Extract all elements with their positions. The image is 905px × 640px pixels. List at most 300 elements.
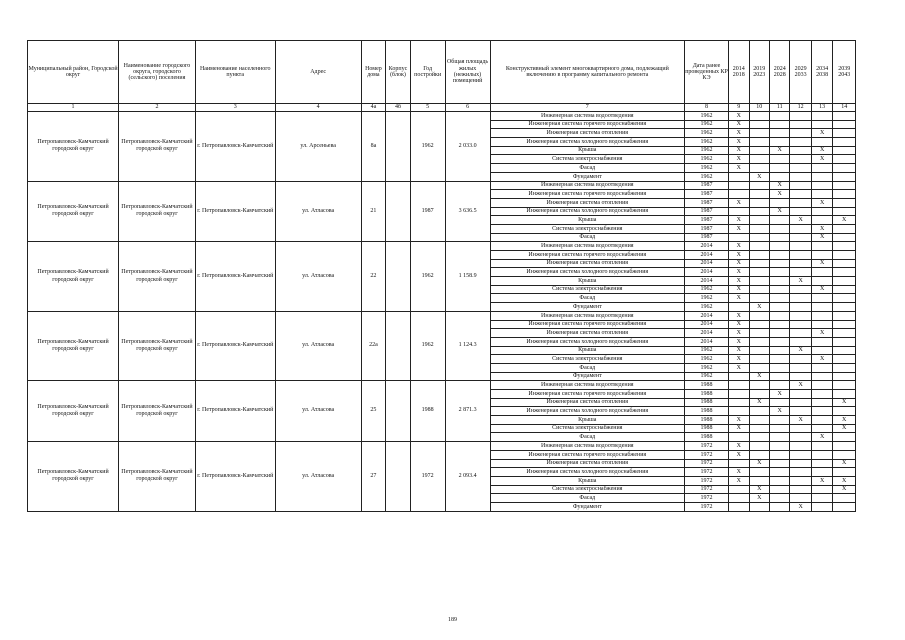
period-mark-cell [790,146,811,155]
period-mark-cell: X [811,155,832,164]
period-mark-cell: X [811,355,832,364]
period-mark-cell [811,277,832,286]
last-repair-date-cell: 1988 [685,398,729,407]
period-mark-cell: X [729,216,749,225]
period-mark-cell [811,502,832,511]
period-mark-cell [790,181,811,190]
period-mark-cell [790,190,811,199]
period-mark-cell [790,494,811,503]
period-mark-cell [749,198,769,207]
build-year-cell: 1972 [410,442,445,512]
last-repair-date-cell: 1962 [685,346,729,355]
element-name-cell: Инженерная система горячего водоснабжения [490,450,684,459]
table-body [28,112,856,512]
period-mark-cell [749,224,769,233]
last-repair-date-cell: 1988 [685,416,729,425]
period-mark-cell [749,155,769,164]
table-row [28,442,856,451]
build-year-cell: 1962 [410,112,445,182]
period-mark-cell [769,337,789,346]
period-mark-cell [749,294,769,303]
period-mark-cell: X [811,329,832,338]
period-mark-cell: X [833,216,856,225]
last-repair-date-cell: 2014 [685,251,729,260]
header-cell: Конструктивный элемент многоквартирного дома, подлежащий включению в программу капитального ремонта [490,41,684,104]
period-mark-cell [769,285,789,294]
header-cell: Наименование населенного пункта [195,41,275,104]
last-repair-date-cell: 1987 [685,233,729,242]
period-mark-cell: X [790,277,811,286]
last-repair-date-cell: 1962 [685,172,729,181]
address-cell: ул. Арсеньева [275,112,361,182]
last-repair-date-cell: 1987 [685,216,729,225]
element-name-cell: Инженерная система отопления [490,198,684,207]
header-cell: Муниципальный район, Городской округ [28,41,119,104]
element-name-cell: Инженерная система холодного водоснабжения [490,207,684,216]
period-mark-cell: X [729,424,749,433]
period-mark-cell [790,363,811,372]
column-number: 11 [769,104,789,112]
element-name-cell: Крыша [490,277,684,286]
period-mark-cell [790,233,811,242]
element-name-cell: Фундамент [490,172,684,181]
header-cell: Корпус (блок) [386,41,411,104]
last-repair-date-cell: 2014 [685,329,729,338]
period-mark-cell [749,207,769,216]
period-mark-cell [811,216,832,225]
period-mark-cell [729,433,749,442]
period-mark-cell [833,268,856,277]
period-mark-cell: X [729,337,749,346]
last-repair-date-cell: 1962 [685,112,729,121]
period-mark-cell: X [729,416,749,425]
period-mark-cell [790,459,811,468]
period-mark-cell [833,320,856,329]
period-mark-cell [790,355,811,364]
element-name-cell: Крыша [490,346,684,355]
period-mark-cell [749,320,769,329]
header-cell: Дата ранее проведенных КР КЭ [685,41,729,104]
locality-cell: г. Петропавловск-Камчатский [195,181,275,242]
last-repair-date-cell: 1972 [685,442,729,451]
period-mark-cell [769,424,789,433]
period-mark-cell [729,407,749,416]
period-mark-cell [769,233,789,242]
last-repair-date-cell: 1987 [685,190,729,199]
header-cell: 2014 2018 [729,41,749,104]
period-mark-cell [729,233,749,242]
period-mark-cell: X [749,372,769,381]
period-mark-cell [769,224,789,233]
last-repair-date-cell: 1962 [685,355,729,364]
period-mark-cell [769,216,789,225]
area-cell: 1 158.9 [445,242,490,312]
last-repair-date-cell: 1987 [685,198,729,207]
period-mark-cell [833,146,856,155]
locality-cell: г. Петропавловск-Камчатский [195,442,275,512]
element-name-cell: Инженерная система водоотведения [490,381,684,390]
period-mark-cell [811,346,832,355]
element-name-cell: Инженерная система холодного водоснабжения [490,407,684,416]
header-cell: 2019 2023 [749,41,769,104]
period-mark-cell [769,294,789,303]
column-number: 4а [361,104,386,112]
period-mark-cell: X [811,259,832,268]
locality-cell: г. Петропавловск-Камчатский [195,381,275,442]
last-repair-date-cell: 1962 [685,303,729,312]
period-mark-cell [749,216,769,225]
last-repair-date-cell: 1987 [685,207,729,216]
header-cell: Адрес [275,41,361,104]
column-number: 7 [490,104,684,112]
element-name-cell: Инженерная система отопления [490,259,684,268]
period-mark-cell: X [790,416,811,425]
period-mark-cell [769,381,789,390]
period-mark-cell [769,259,789,268]
district-cell: Петропавловск-Камчатский городской округ [28,442,119,512]
period-mark-cell [769,198,789,207]
period-mark-cell [790,433,811,442]
last-repair-date-cell: 2014 [685,242,729,251]
house-number-cell: 22а [361,311,386,381]
period-mark-cell [811,181,832,190]
period-mark-cell [729,494,749,503]
period-mark-cell [790,259,811,268]
element-name-cell: Система электроснабжения [490,285,684,294]
period-mark-cell [749,129,769,138]
period-mark-cell [790,129,811,138]
last-repair-date-cell: 2014 [685,268,729,277]
period-mark-cell [749,390,769,399]
element-name-cell: Фундамент [490,502,684,511]
period-mark-cell [749,164,769,173]
period-mark-cell: X [729,259,749,268]
last-repair-date-cell: 2014 [685,259,729,268]
period-mark-cell [811,120,832,129]
column-number: 8 [685,104,729,112]
period-mark-cell [749,329,769,338]
last-repair-date-cell: 1972 [685,502,729,511]
period-mark-cell [749,146,769,155]
last-repair-date-cell: 1988 [685,424,729,433]
element-name-cell: Система электроснабжения [490,224,684,233]
build-year-cell: 1962 [410,242,445,312]
period-mark-cell: X [729,450,749,459]
last-repair-date-cell: 2014 [685,337,729,346]
period-mark-cell [833,303,856,312]
period-mark-cell: X [811,433,832,442]
period-mark-cell [833,494,856,503]
element-name-cell: Инженерная система отопления [490,398,684,407]
period-mark-cell [769,372,789,381]
period-mark-cell [833,198,856,207]
period-mark-cell: X [833,476,856,485]
period-mark-cell [790,450,811,459]
period-mark-cell [729,172,749,181]
last-repair-date-cell: 1987 [685,181,729,190]
district-cell: Петропавловск-Камчатский городской округ [28,311,119,381]
period-mark-cell [833,372,856,381]
period-mark-cell [811,424,832,433]
header-cell: Наименование городского округа, городского (сельского) поселения [119,41,196,104]
build-year-cell: 1987 [410,181,445,242]
last-repair-date-cell: 1988 [685,433,729,442]
period-mark-cell [811,459,832,468]
address-cell: ул. Атласова [275,311,361,381]
period-mark-cell: X [790,216,811,225]
element-name-cell: Фасад [490,494,684,503]
period-mark-cell [833,346,856,355]
period-mark-cell [811,468,832,477]
element-name-cell: Инженерная система водоотведения [490,311,684,320]
period-mark-cell [749,181,769,190]
period-mark-cell: X [729,363,749,372]
period-mark-cell: X [769,407,789,416]
settlement-cell: Петропавловск-Камчатский городской округ [119,311,196,381]
period-mark-cell [811,251,832,260]
period-mark-cell [769,398,789,407]
period-mark-cell [769,442,789,451]
period-mark-cell [769,468,789,477]
column-number: 9 [729,104,749,112]
period-mark-cell [811,190,832,199]
period-mark-cell [811,416,832,425]
settlement-cell: Петропавловск-Камчатский городской округ [119,181,196,242]
column-number: 5 [410,104,445,112]
period-mark-cell [729,181,749,190]
period-mark-cell: X [769,146,789,155]
house-number-cell: 21 [361,181,386,242]
capital-repair-table [27,40,856,512]
period-mark-cell [833,277,856,286]
period-mark-cell [769,277,789,286]
last-repair-date-cell: 1972 [685,459,729,468]
element-name-cell: Инженерная система холодного водоснабжения [490,138,684,147]
district-cell: Петропавловск-Камчатский городской округ [28,112,119,182]
period-mark-cell [833,112,856,121]
period-mark-cell [811,381,832,390]
period-mark-cell [769,164,789,173]
period-mark-cell [833,450,856,459]
column-number: 10 [749,104,769,112]
period-mark-cell [769,311,789,320]
period-mark-cell [790,268,811,277]
page-number: 189 [448,617,457,623]
last-repair-date-cell: 1962 [685,120,729,129]
period-mark-cell [833,407,856,416]
element-name-cell: Крыша [490,146,684,155]
period-mark-cell [833,251,856,260]
last-repair-date-cell: 2014 [685,320,729,329]
period-mark-cell [833,120,856,129]
area-cell: 1 124.3 [445,311,490,381]
period-mark-cell: X [749,459,769,468]
period-mark-cell [769,363,789,372]
period-mark-cell [790,320,811,329]
period-mark-cell: X [729,285,749,294]
period-mark-cell: X [833,398,856,407]
period-mark-cell [729,485,749,494]
period-mark-cell [790,294,811,303]
element-name-cell: Система электроснабжения [490,355,684,364]
period-mark-cell [833,233,856,242]
period-mark-cell [811,242,832,251]
last-repair-date-cell: 1962 [685,146,729,155]
last-repair-date-cell: 1988 [685,390,729,399]
period-mark-cell [769,416,789,425]
period-mark-cell [811,164,832,173]
district-cell: Петропавловск-Камчатский городской округ [28,181,119,242]
element-name-cell: Инженерная система отопления [490,459,684,468]
last-repair-date-cell: 1972 [685,450,729,459]
period-mark-cell [833,138,856,147]
period-mark-cell [729,390,749,399]
period-mark-cell [769,355,789,364]
period-mark-cell [769,129,789,138]
block-cell [386,381,411,442]
last-repair-date-cell: 1987 [685,224,729,233]
last-repair-date-cell: 1962 [685,285,729,294]
period-mark-cell [833,181,856,190]
element-name-cell: Инженерная система водоотведения [490,181,684,190]
period-mark-cell [811,407,832,416]
column-number: 6 [445,104,490,112]
last-repair-date-cell: 2014 [685,311,729,320]
period-mark-cell [790,476,811,485]
last-repair-date-cell: 1988 [685,381,729,390]
area-cell: 3 636.5 [445,181,490,242]
period-mark-cell [769,242,789,251]
period-mark-cell [811,138,832,147]
period-mark-cell [811,112,832,121]
period-mark-cell: X [769,207,789,216]
period-mark-cell [811,311,832,320]
period-mark-cell [833,337,856,346]
period-mark-cell [749,424,769,433]
settlement-cell: Петропавловск-Камчатский городской округ [119,442,196,512]
last-repair-date-cell: 1972 [685,468,729,477]
period-mark-cell: X [729,112,749,121]
period-mark-cell [811,442,832,451]
area-cell: 2 871.3 [445,381,490,442]
period-mark-cell [833,164,856,173]
period-mark-cell: X [811,285,832,294]
period-mark-cell [790,224,811,233]
block-cell [386,242,411,312]
period-mark-cell [811,320,832,329]
address-cell: ул. Атласова [275,381,361,442]
table-row [28,242,856,251]
period-mark-cell [790,424,811,433]
element-name-cell: Система электроснабжения [490,155,684,164]
table-row [28,311,856,320]
address-cell: ул. Атласова [275,442,361,512]
period-mark-cell [811,450,832,459]
period-mark-cell: X [749,172,769,181]
element-name-cell: Крыша [490,416,684,425]
last-repair-date-cell: 1962 [685,138,729,147]
house-number-cell: 27 [361,442,386,512]
element-name-cell: Фасад [490,294,684,303]
period-mark-cell: X [729,129,749,138]
period-mark-cell [769,346,789,355]
period-mark-cell: X [729,138,749,147]
address-cell: ул. Атласова [275,242,361,312]
period-mark-cell: X [729,355,749,364]
period-mark-cell [749,233,769,242]
period-mark-cell [811,303,832,312]
period-mark-cell: X [833,416,856,425]
locality-cell: г. Петропавловск-Камчатский [195,242,275,312]
period-mark-cell [790,207,811,216]
district-cell: Петропавловск-Камчатский городской округ [28,381,119,442]
last-repair-date-cell: 1962 [685,372,729,381]
period-mark-cell [749,120,769,129]
period-mark-cell: X [729,164,749,173]
period-mark-cell [769,172,789,181]
area-cell: 2 093.4 [445,442,490,512]
period-mark-cell: X [729,277,749,286]
header-cell: 2029 2033 [790,41,811,104]
period-mark-cell [749,433,769,442]
header-cell: 2024 2028 [769,41,789,104]
period-mark-cell [811,337,832,346]
period-mark-cell: X [729,346,749,355]
period-mark-cell [833,259,856,268]
build-year-cell: 1988 [410,381,445,442]
element-name-cell: Инженерная система отопления [490,329,684,338]
period-mark-cell [811,294,832,303]
column-number: 3 [195,104,275,112]
last-repair-date-cell: 1962 [685,164,729,173]
element-name-cell: Инженерная система водоотведения [490,112,684,121]
period-mark-cell [749,355,769,364]
period-mark-cell [790,337,811,346]
settlement-cell: Петропавловск-Камчатский городской округ [119,381,196,442]
element-name-cell: Крыша [490,476,684,485]
period-mark-cell: X [729,294,749,303]
element-name-cell: Фасад [490,233,684,242]
period-mark-cell: X [749,494,769,503]
period-mark-cell [729,398,749,407]
period-mark-cell [769,303,789,312]
period-mark-cell [811,372,832,381]
element-name-cell: Фасад [490,363,684,372]
house-number-cell: 25 [361,381,386,442]
period-mark-cell [833,390,856,399]
last-repair-date-cell: 2014 [685,277,729,286]
period-mark-cell [833,294,856,303]
header-cell: 2039 2043 [833,41,856,104]
period-mark-cell [749,277,769,286]
last-repair-date-cell: 1962 [685,363,729,372]
period-mark-cell: X [749,485,769,494]
period-mark-cell [729,207,749,216]
element-name-cell: Инженерная система холодного водоснабжения [490,468,684,477]
last-repair-date-cell: 1972 [685,494,729,503]
period-mark-cell [790,285,811,294]
column-number: 12 [790,104,811,112]
period-mark-cell [749,346,769,355]
period-mark-cell [749,381,769,390]
period-mark-cell [833,329,856,338]
period-mark-cell [790,303,811,312]
period-mark-cell: X [811,476,832,485]
element-name-cell: Инженерная система водоотведения [490,242,684,251]
period-mark-cell [790,372,811,381]
period-mark-cell [790,407,811,416]
settlement-cell: Петропавловск-Камчатский городской округ [119,112,196,182]
